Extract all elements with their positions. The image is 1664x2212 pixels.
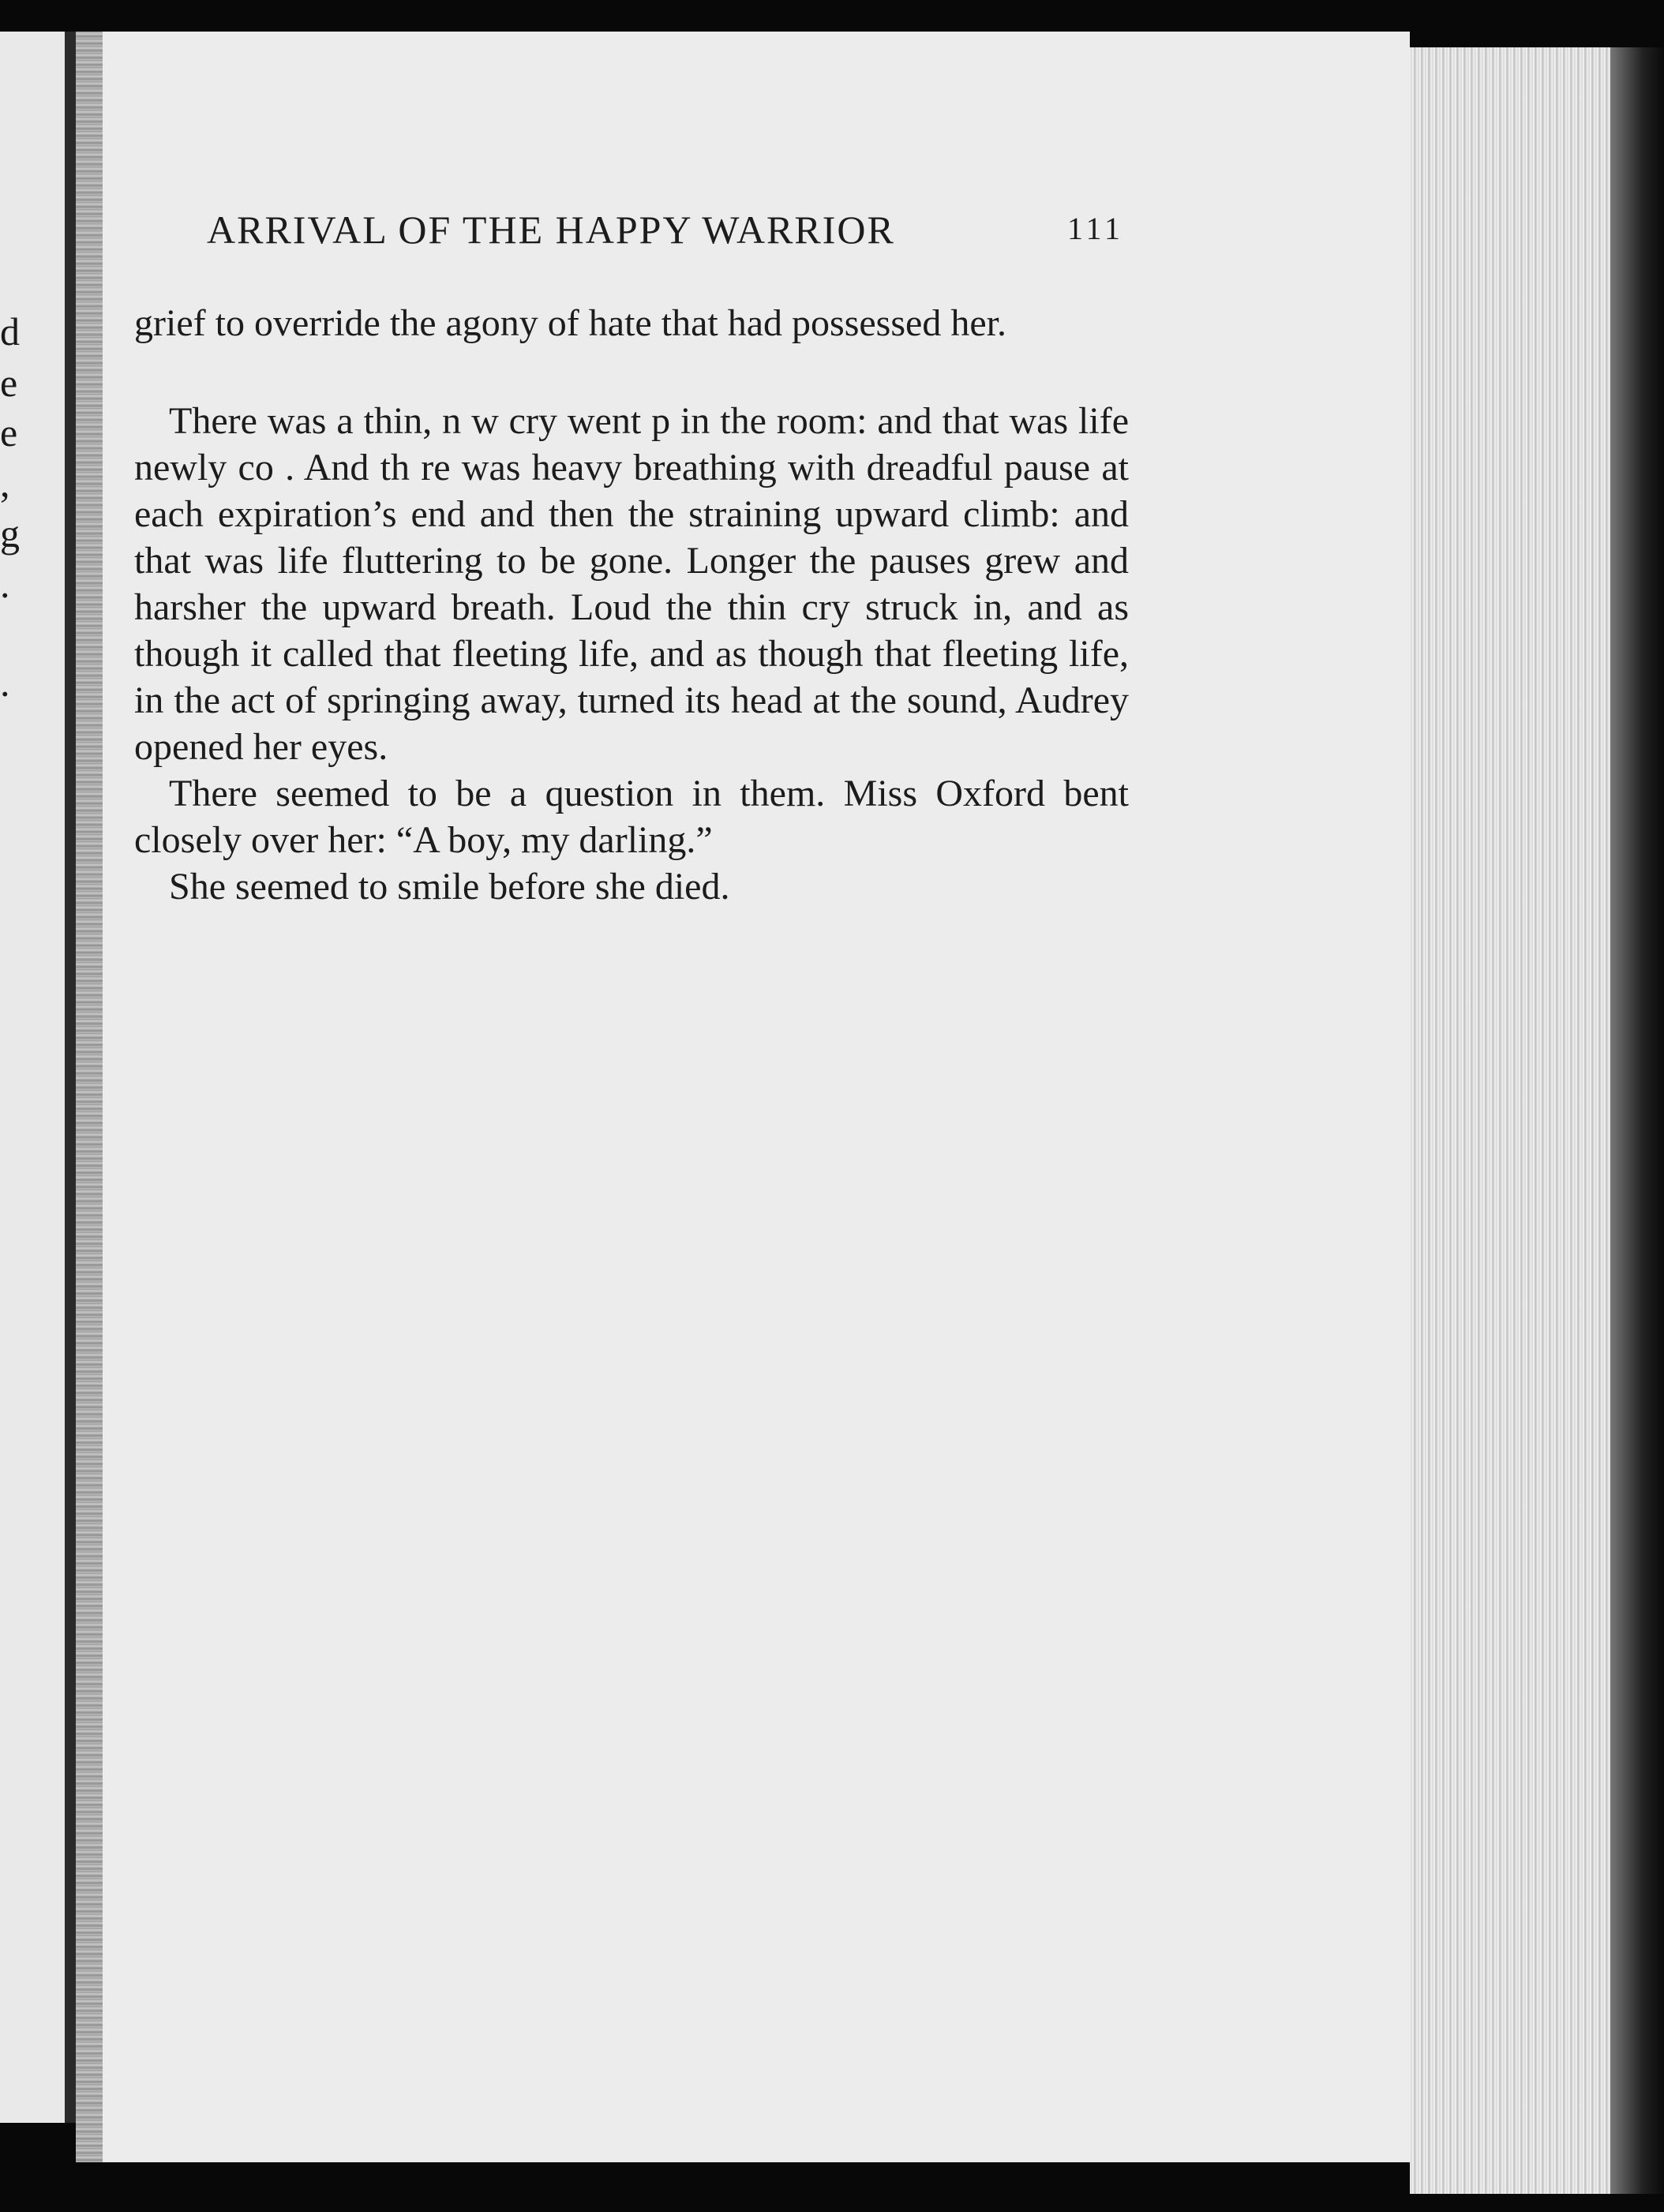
page-number: 111 (1067, 211, 1125, 246)
fore-edge-shadow (1610, 47, 1664, 2194)
previous-page-fragment: , (0, 461, 10, 505)
paragraph: There was a thin, n w cry went p in the room: and that was life newly co . And th re was heavy breathing with dreadful pause at each expiration’s end and then the straining upward climb: and that was life fluttering to be gone. Longer the pauses grew and harsher the upward breath. Loud the thin cry struck in, and as though it called that fleeting life, and as though that fleeting life, in the act of springing away, turned its head at the sound, Audrey opened her eyes. (134, 400, 1129, 768)
previous-page-fragment: d (0, 309, 20, 354)
previous-page-edge (0, 32, 73, 2123)
previous-page-fragment: . (0, 661, 10, 705)
running-header (207, 207, 1125, 253)
paragraph: grief to override the agony of hate that had possessed her. (134, 302, 1006, 344)
previous-page-fragment: . (0, 562, 10, 606)
previous-page-fragment: g (0, 511, 20, 556)
running-title: ARRIVAL OF THE HAPPY WARRIOR (207, 208, 895, 252)
previous-page-fragment: e (0, 361, 18, 405)
paragraph: She seemed to smile before she died. (169, 866, 730, 908)
page-spine-shadow (65, 32, 76, 2123)
body-text (134, 300, 1129, 910)
page-gutter (76, 32, 103, 2162)
previous-page-fragment: e (0, 410, 18, 455)
paragraph: There seemed to be a question in them. Miss Oxford bent closely over her: “A boy, my darling.” (134, 773, 1129, 861)
